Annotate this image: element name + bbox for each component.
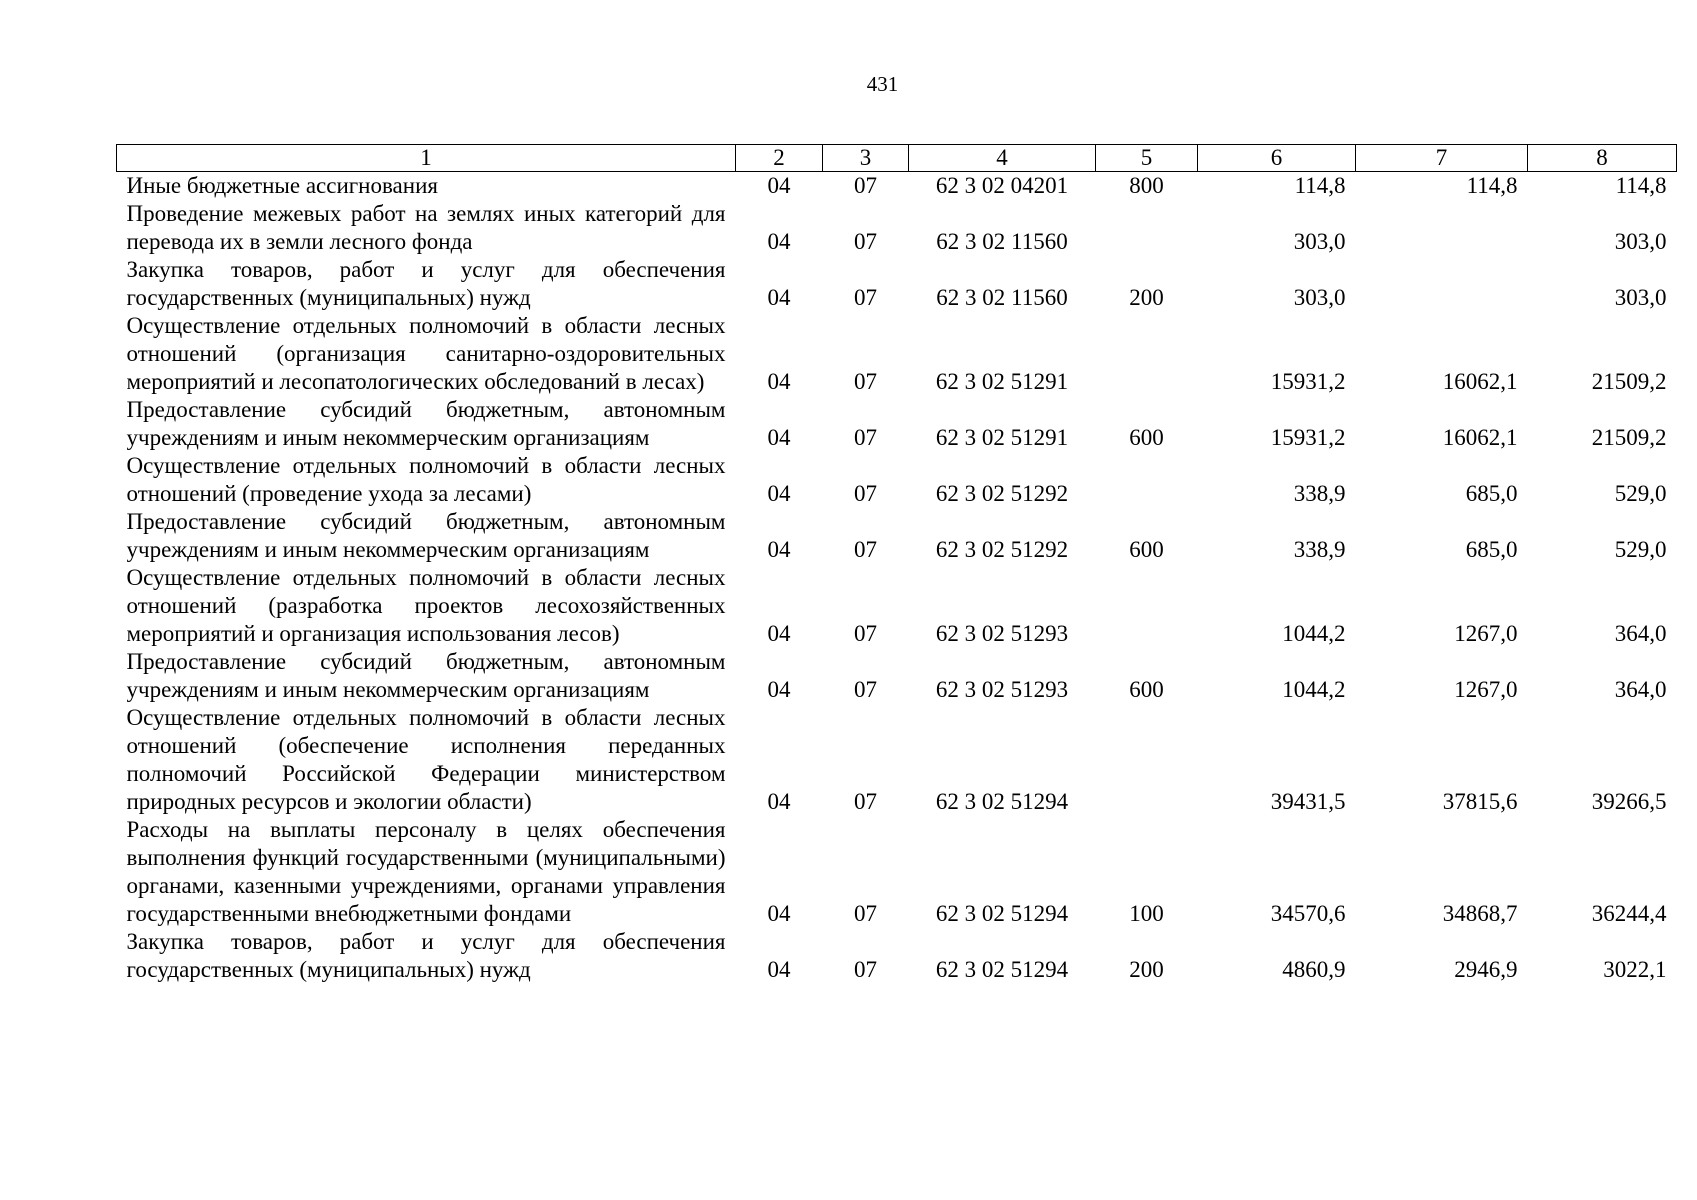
expense-type-cell: 200 xyxy=(1129,285,1164,310)
amount-cell: 303,0 xyxy=(1614,285,1667,310)
column-header: 4 xyxy=(909,145,1096,172)
expense-type-cell xyxy=(1096,200,1198,256)
row-name-cell: Проведение межевых работ на землях иных категорий для перевода их в земли лесного фонда xyxy=(126,201,726,254)
target-article-cell: 62 3 02 51293 xyxy=(935,677,1069,702)
table-row xyxy=(117,648,1677,704)
amount-cell: 685,0 xyxy=(1465,481,1518,506)
table-row xyxy=(117,452,1677,508)
table-row xyxy=(117,564,1677,648)
amount-cell: 21509,2 xyxy=(1591,369,1667,394)
section-code-cell: 04 xyxy=(767,285,791,310)
target-article-cell: 62 3 02 51294 xyxy=(935,901,1069,926)
subsection-code-cell: 07 xyxy=(854,677,877,702)
amount-cell: 34868,7 xyxy=(1442,901,1518,926)
amount-cell: 16062,1 xyxy=(1442,369,1518,394)
target-article-cell: 62 3 02 51294 xyxy=(935,957,1069,982)
amount-cell: 1267,0 xyxy=(1454,621,1518,646)
column-header: 3 xyxy=(823,145,909,172)
row-name-cell: Расходы на выплаты персоналу в целях обеспечения выполнения функций государственными (муниципальными) органами, казенными учреждениями, органами управления государственными внебюджетными фондами xyxy=(126,817,726,926)
section-code-cell: 04 xyxy=(767,481,791,506)
amount-cell: 37815,6 xyxy=(1442,789,1518,814)
table-body xyxy=(117,172,1677,985)
amount-cell xyxy=(1356,256,1528,312)
amount-cell: 1044,2 xyxy=(1282,677,1346,702)
amount-cell: 36244,4 xyxy=(1591,901,1667,926)
page-number: 431 xyxy=(866,72,899,96)
target-article-cell: 62 3 02 11560 xyxy=(936,229,1068,254)
amount-cell: 1267,0 xyxy=(1454,677,1518,702)
target-article-cell: 62 3 02 51291 xyxy=(935,369,1069,394)
amount-cell: 114,8 xyxy=(1615,173,1667,198)
amount-cell: 1044,2 xyxy=(1282,621,1346,646)
section-code-cell: 04 xyxy=(767,173,791,198)
subsection-code-cell: 07 xyxy=(854,425,877,450)
amount-cell: 529,0 xyxy=(1614,537,1667,562)
amount-cell: 364,0 xyxy=(1614,621,1667,646)
row-name-cell: Осуществление отдельных полномочий в области лесных отношений (разработка проектов лесохозяйственных мероприятий и организация использования лесов) xyxy=(126,565,726,646)
amount-cell xyxy=(1356,200,1528,256)
expense-type-cell xyxy=(1096,452,1198,508)
target-article-cell: 62 3 02 51291 xyxy=(935,425,1069,450)
amount-cell: 2946,9 xyxy=(1454,957,1518,982)
section-code-cell: 04 xyxy=(767,677,791,702)
amount-cell: 39266,5 xyxy=(1591,789,1667,814)
target-article-cell: 62 3 02 04201 xyxy=(935,173,1069,198)
table-row xyxy=(117,312,1677,396)
budget-table xyxy=(116,144,1677,984)
row-name-cell: Осуществление отдельных полномочий в области лесных отношений (проведение ухода за лесами) xyxy=(126,453,726,506)
expense-type-cell: 800 xyxy=(1129,173,1164,198)
expense-type-cell: 600 xyxy=(1129,537,1164,562)
row-name-cell: Закупка товаров, работ и услуг для обеспечения государственных (муниципальных) нужд xyxy=(126,257,726,310)
subsection-code-cell: 07 xyxy=(854,229,877,254)
table-row xyxy=(117,508,1677,564)
amount-cell: 34570,6 xyxy=(1270,901,1346,926)
section-code-cell: 04 xyxy=(767,621,791,646)
column-header: 8 xyxy=(1528,145,1677,172)
target-article-cell: 62 3 02 51292 xyxy=(935,481,1069,506)
amount-cell: 15931,2 xyxy=(1270,425,1346,450)
row-name-cell: Осуществление отдельных полномочий в области лесных отношений (организация санитарно-оздоровительных мероприятий и лесопатологических обследований в лесах) xyxy=(126,313,726,394)
amount-cell: 364,0 xyxy=(1614,677,1667,702)
row-name-cell: Предоставление субсидий бюджетным, автономным учреждениям и иным некоммерческим организациям xyxy=(126,397,726,450)
table-row xyxy=(117,816,1677,928)
expense-type-cell xyxy=(1096,312,1198,396)
subsection-code-cell: 07 xyxy=(854,901,877,926)
amount-cell: 338,9 xyxy=(1293,481,1346,506)
section-code-cell: 04 xyxy=(767,901,791,926)
target-article-cell: 62 3 02 11560 xyxy=(936,285,1068,310)
column-header: 1 xyxy=(117,145,736,172)
subsection-code-cell: 07 xyxy=(854,621,877,646)
row-name-cell: Иные бюджетные ассигнования xyxy=(126,173,438,198)
column-header: 7 xyxy=(1356,145,1528,172)
section-code-cell: 04 xyxy=(767,537,791,562)
amount-cell: 39431,5 xyxy=(1270,789,1346,814)
target-article-cell: 62 3 02 51292 xyxy=(935,537,1069,562)
row-name-cell: Закупка товаров, работ и услуг для обеспечения государственных (муниципальных) нужд xyxy=(126,929,726,982)
row-name-cell: Предоставление субсидий бюджетным, автономным учреждениям и иным некоммерческим организациям xyxy=(126,509,726,562)
target-article-cell: 62 3 02 51294 xyxy=(935,789,1069,814)
subsection-code-cell: 07 xyxy=(854,957,877,982)
amount-cell: 114,8 xyxy=(1294,173,1346,198)
table-row xyxy=(117,200,1677,256)
expense-type-cell xyxy=(1096,564,1198,648)
table-header xyxy=(117,145,1677,172)
amount-cell: 303,0 xyxy=(1614,229,1667,254)
amount-cell: 529,0 xyxy=(1614,481,1667,506)
column-header: 6 xyxy=(1198,145,1356,172)
row-name-cell: Предоставление субсидий бюджетным, автономным учреждениям и иным некоммерческим организациям xyxy=(126,649,726,702)
row-name-cell: Осуществление отдельных полномочий в области лесных отношений (обеспечение исполнения переданных полномочий Российской Федерации министерством природных ресурсов и экологии области) xyxy=(126,705,726,814)
section-code-cell: 04 xyxy=(767,369,791,394)
amount-cell: 4860,9 xyxy=(1282,957,1346,982)
section-code-cell: 04 xyxy=(767,957,791,982)
subsection-code-cell: 07 xyxy=(854,369,877,394)
section-code-cell: 04 xyxy=(767,789,791,814)
expense-type-cell: 200 xyxy=(1129,957,1164,982)
section-code-cell: 04 xyxy=(767,229,791,254)
expense-type-cell: 100 xyxy=(1129,901,1164,926)
amount-cell: 303,0 xyxy=(1293,229,1346,254)
subsection-code-cell: 07 xyxy=(854,173,877,198)
amount-cell: 685,0 xyxy=(1465,537,1518,562)
amount-cell: 21509,2 xyxy=(1591,425,1667,450)
target-article-cell: 62 3 02 51293 xyxy=(935,621,1069,646)
table-row xyxy=(117,256,1677,312)
amount-cell: 114,8 xyxy=(1466,173,1518,198)
amount-cell: 338,9 xyxy=(1293,537,1346,562)
section-code-cell: 04 xyxy=(767,425,791,450)
column-header: 5 xyxy=(1096,145,1198,172)
expense-type-cell: 600 xyxy=(1129,677,1164,702)
amount-cell: 16062,1 xyxy=(1442,425,1518,450)
column-header: 2 xyxy=(736,145,823,172)
amount-cell: 3022,1 xyxy=(1603,957,1667,982)
subsection-code-cell: 07 xyxy=(854,285,877,310)
table-row xyxy=(117,928,1677,984)
subsection-code-cell: 07 xyxy=(854,789,877,814)
expense-type-cell xyxy=(1096,704,1198,816)
table-row xyxy=(117,704,1677,816)
subsection-code-cell: 07 xyxy=(854,481,877,506)
table-row xyxy=(117,396,1677,452)
amount-cell: 15931,2 xyxy=(1270,369,1346,394)
amount-cell: 303,0 xyxy=(1293,285,1346,310)
subsection-code-cell: 07 xyxy=(854,537,877,562)
expense-type-cell: 600 xyxy=(1129,425,1164,450)
table-row xyxy=(117,172,1677,201)
